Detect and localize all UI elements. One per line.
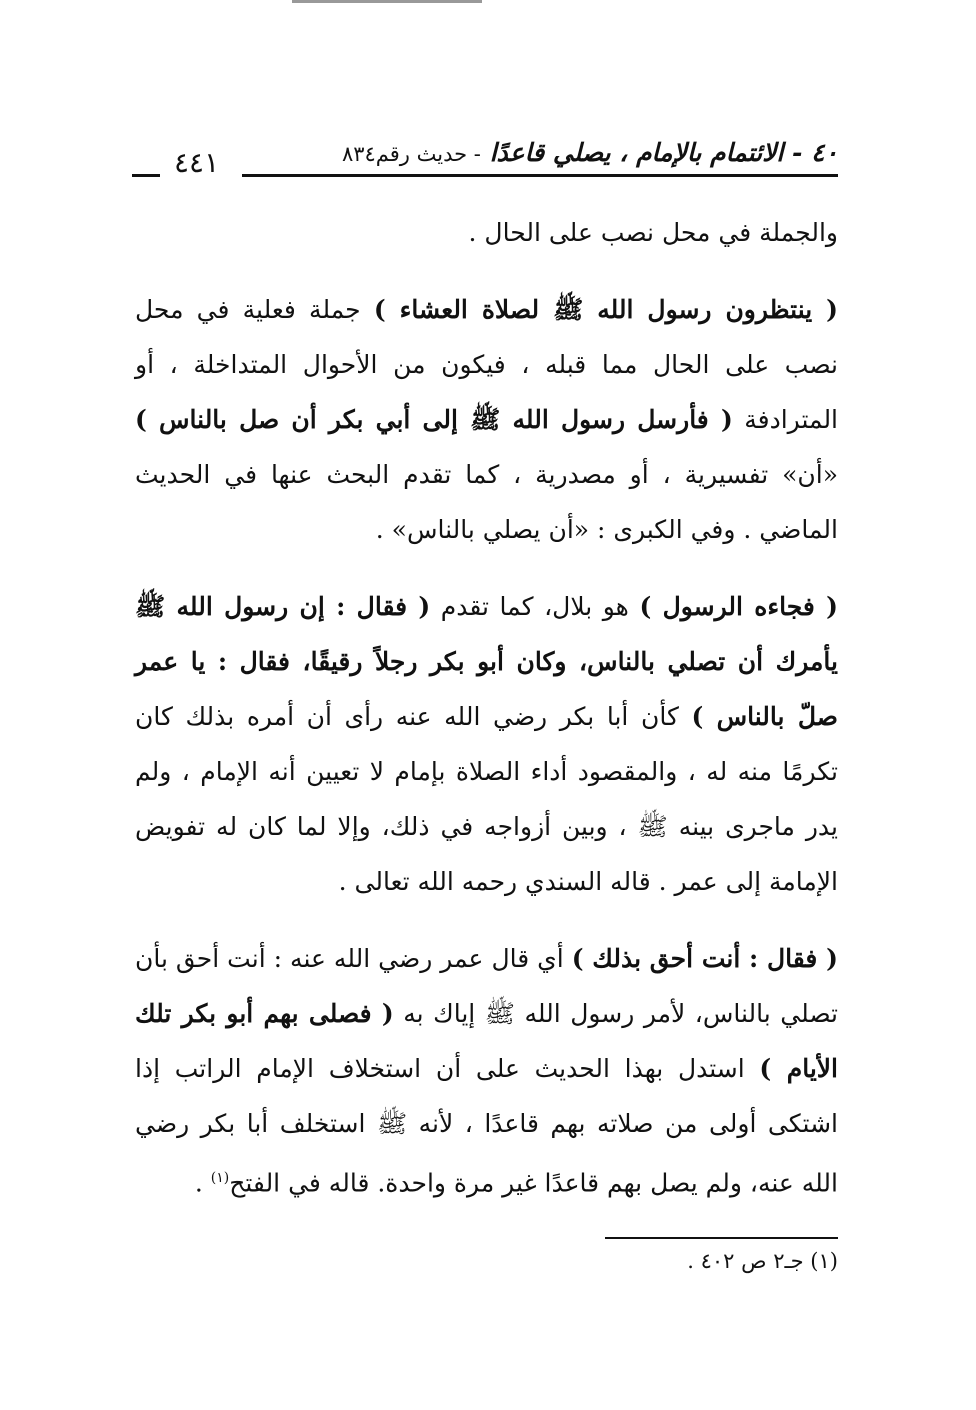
page-number-dash: [132, 174, 160, 177]
paragraph-3: [135, 579, 838, 909]
paragraph-1: [135, 205, 838, 260]
chapter-title: ٤٠ - الائتمام بالإمام ، يصلي قاعدًا: [489, 138, 838, 167]
commentary-text: أي قال عمر رضي الله عنه : أنت أحق بأن تصلي بالناس، لأمر رسول الله ﷺ إياك به: [135, 944, 838, 1028]
commentary-text: «أن» تفسيرية ، أو مصدرية ، كما تقدم البحث عنها في الحديث الماضي . وفي الكبرى : «أن يصلي بالناس» .: [135, 460, 838, 544]
commentary-text: كأن أبا بكر رضي الله عنه رأى أن أمره بذلك كان تكرمًا منه له ، والمقصود أداء الصلاة بإمام لا تعيين أنه الإمام ، ولم يدر ماجرى بينه ﷺ ، وبين أزواجه في ذلك، وإلا لما كان له تفويض الإمامة إلى عمر . قاله السندي رحمه الله تعالى .: [135, 702, 838, 896]
quoted-hadith-text: ( فقال : إن رسول الله ﷺ يأمرك أن تصلي بالناس، وكان أبو بكر رجلاً رقيقًا، فقال : يا عمر صلّ بالناس ): [135, 592, 838, 731]
quoted-hadith-text: ( فأرسل رسول الله ﷺ إلى أبي بكر أن صل بالناس ): [135, 405, 733, 434]
quoted-hadith-text: ( ينتظرون رسول الله ﷺ لصلاة العشاء ): [373, 295, 838, 324]
header-rule: [242, 174, 838, 177]
paragraph-end: .: [194, 1168, 211, 1198]
top-scan-mark: [292, 0, 482, 3]
paragraph-4: [135, 931, 838, 1210]
commentary-text: هو بلال، كما تقدم: [440, 592, 629, 621]
page-header: [132, 138, 838, 184]
footnote-reference: (١): [210, 1170, 230, 1186]
commentary-text: استدل بهذا الحديث على أن استخلاف الإمام الراتب إذا اشتكى أولى من صلاته بهم قاعدًا ، لأنه ﷺ استخلف أبا بكر رضي الله عنه، ولم يصل بهم قاعدًا غير مرة واحدة. قاله في الفتح: [135, 1054, 838, 1198]
footnote-rule: [605, 1237, 838, 1239]
quoted-hadith-text: ( فصلى بهم أبو بكر تلك الأيام ): [135, 999, 838, 1083]
quoted-hadith-text: ( فقال : أنت أحق بذلك ): [571, 944, 838, 973]
page-number: ٤٤١: [174, 146, 220, 179]
running-title: [342, 138, 838, 167]
hadith-number: - حديث رقم٨٣٤: [341, 142, 481, 166]
main-text: [135, 205, 838, 1232]
commentary-text: جملة فعلية في محل نصب على الحال مما قبله ، فيكون من الأحوال المتداخلة ، أو المترادفة: [135, 295, 839, 434]
quoted-hadith-text: ( فجاءه الرسول ): [639, 592, 838, 621]
footnote: (١) جـ٢ ص ٤٠٢ .: [687, 1249, 838, 1273]
paragraph-2: [135, 282, 838, 557]
paragraph-text: والجملة في محل نصب على الحال .: [468, 218, 838, 247]
